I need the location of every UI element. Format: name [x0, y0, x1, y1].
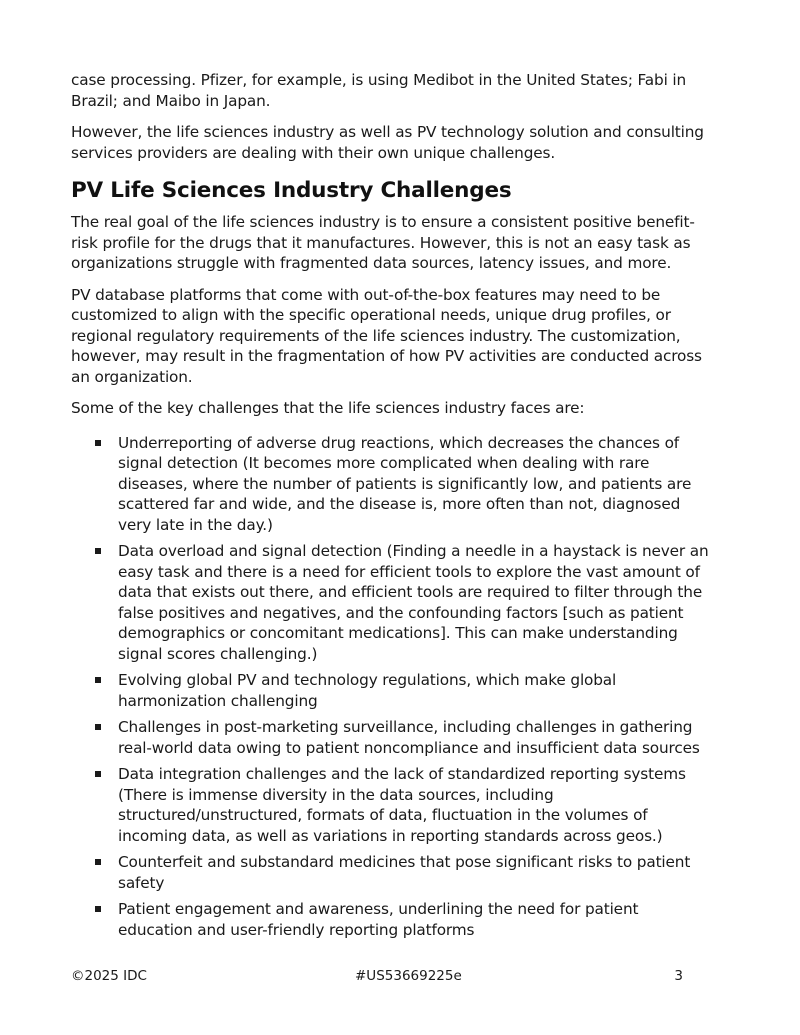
list-item [118, 764, 721, 846]
bullet-square-icon [95, 771, 101, 777]
list-item-text: Patient engagement and awareness, underlining the need for patient education and user-friendly reporting platforms [118, 900, 639, 939]
list-item [118, 433, 721, 536]
list-item-text: Challenges in post-marketing surveillance, including challenges in gathering real-world data owing to patient noncompliance and insufficient data sources [118, 718, 700, 757]
footer-copyright: ©2025 IDC [71, 968, 147, 984]
section-paragraph-3: Some of the key challenges that the life sciences industry faces are: [71, 399, 585, 417]
bullet-square-icon [95, 859, 101, 865]
footer-document-id: #US53669225e [355, 968, 462, 984]
list-item [118, 899, 721, 940]
page-footer [71, 967, 683, 987]
list-item-text: Underreporting of adverse drug reactions, which decreases the chances of signal detection (It becomes more complicated when dealing with rare diseases, where the number of patients is significantly low, and patients are scattered far and wide, and the disease is, more often than not, diagnosed very late in the day.) [118, 433, 692, 534]
list-item-text: Data overload and signal detection (Finding a needle in a haystack is never an easy task and there is a need for efficient tools to explore the vast amount of data that exists out there, and efficient tools are required to filter through the false positives and negatives, and the confounding factors [such as patient demographics or concomitant medications]. This can make understanding signal scores challenging.) [118, 542, 709, 663]
list-item [118, 852, 721, 893]
bullet-square-icon [95, 906, 101, 912]
footer-page-number: 3 [674, 968, 683, 984]
section-paragraph-1: The real goal of the life sciences industry is to ensure a consistent positive benefit-risk profile for the drugs that it manufactures. However, this is not an easy task as organizations struggle with fragmented data sources, latency issues, and more. [71, 213, 695, 272]
list-item [118, 541, 721, 664]
list-item-text: Evolving global PV and technology regulations, which make global harmonization challenging [118, 671, 617, 710]
intro-paragraph-1: case processing. Pfizer, for example, is using Medibot in the United States; Fabi in Brazil; and Maibo in Japan. [71, 71, 687, 110]
document-page [71, 70, 721, 946]
list-item [118, 717, 721, 758]
bullet-square-icon [95, 548, 101, 554]
list-item [118, 670, 721, 711]
intro-paragraph-2: However, the life sciences industry as well as PV technology solution and consulting services providers are dealing with their own unique challenges. [71, 123, 704, 162]
bullet-square-icon [95, 677, 101, 683]
list-item-text: Counterfeit and substandard medicines that pose significant risks to patient safety [118, 853, 691, 892]
bullet-square-icon [95, 440, 101, 446]
list-item-text: Data integration challenges and the lack of standardized reporting systems (There is immense diversity in the data sources, including structured/unstructured, formats of data, fluctuation in the volumes of incoming data, as well as variations in reporting standards across geos.) [118, 765, 686, 845]
section-heading: PV Life Sciences Industry Challenges [71, 178, 512, 203]
bullet-square-icon [95, 724, 101, 730]
challenges-list [71, 433, 721, 941]
section-paragraph-2: PV database platforms that come with out-of-the-box features may need to be customized to align with the specific operational needs, unique drug profiles, or regional regulatory requirements of the life sciences industry. The customization, however, may result in the fragmentation of how PV activities are conducted across an organization. [71, 285, 702, 386]
